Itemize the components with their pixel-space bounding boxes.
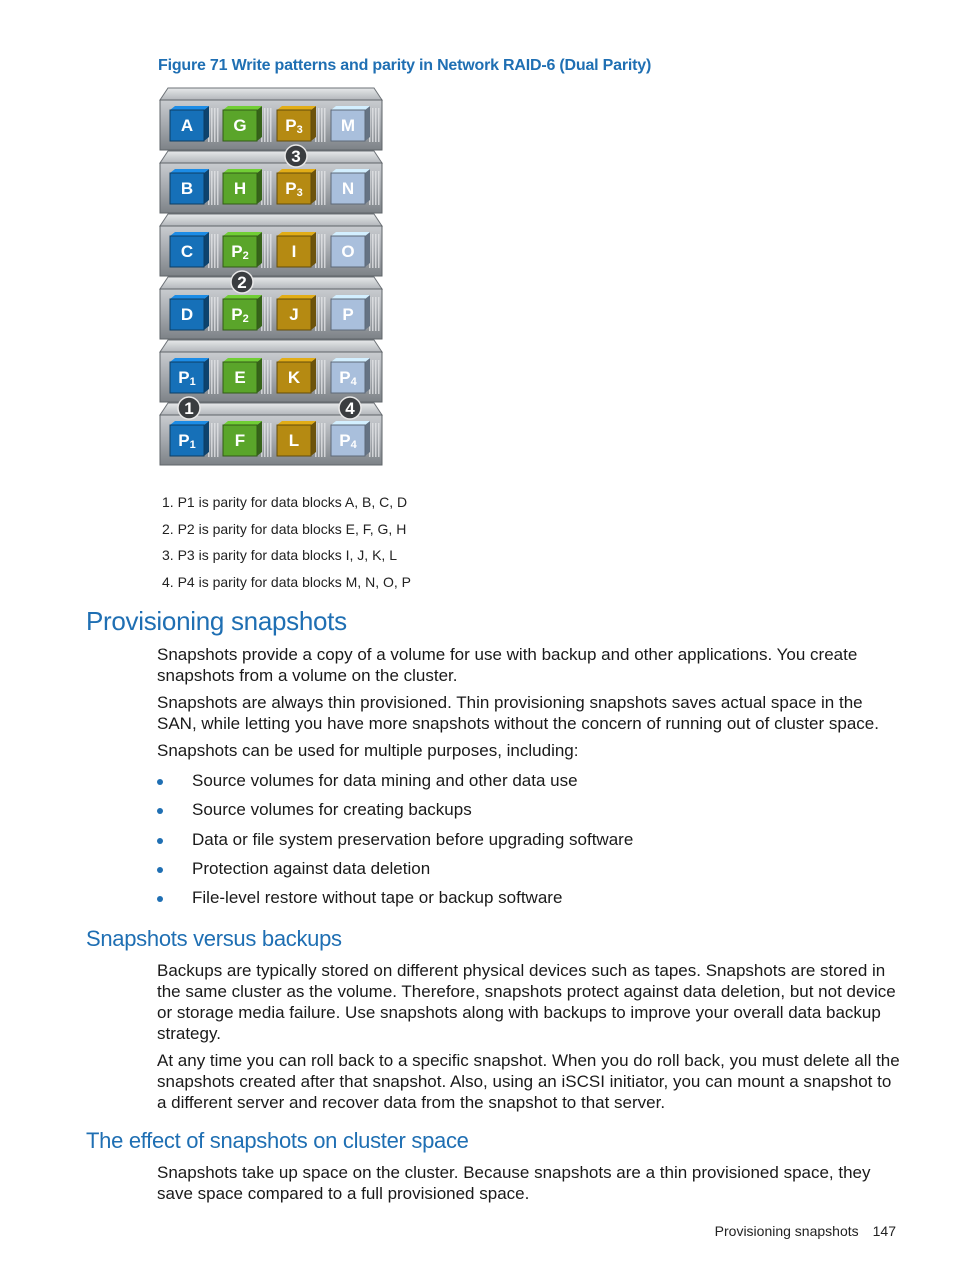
vent-slot xyxy=(217,171,219,205)
block-label: F xyxy=(234,431,246,450)
vent-slot xyxy=(321,234,323,268)
storage-node xyxy=(160,151,382,213)
data-block xyxy=(170,232,209,267)
vent-slot xyxy=(264,234,266,268)
storage-node xyxy=(160,88,382,150)
data-block xyxy=(170,106,209,141)
figure-legend xyxy=(162,492,411,598)
vent-slot xyxy=(211,297,213,331)
block-label: A xyxy=(180,116,194,135)
block-label-subscript: 1 xyxy=(189,439,196,451)
block-label: N xyxy=(341,179,355,198)
vent-slot xyxy=(321,297,323,331)
block-label-subscript: 3 xyxy=(296,124,303,136)
vent-slot xyxy=(211,171,213,205)
vent-slot xyxy=(264,171,266,205)
data-block xyxy=(170,358,209,393)
list-item xyxy=(157,858,633,887)
block-top xyxy=(170,232,209,236)
data-block xyxy=(331,295,370,330)
bullet-icon xyxy=(157,808,163,814)
block-side xyxy=(204,295,209,330)
vent-slot xyxy=(372,423,374,457)
block-label: D xyxy=(180,305,194,324)
data-block xyxy=(170,169,209,204)
block-side xyxy=(365,232,370,267)
purpose-list xyxy=(157,770,633,916)
vent-slot xyxy=(324,360,326,394)
vent-slot xyxy=(321,423,323,457)
block-top xyxy=(223,106,262,110)
block-label: P3 xyxy=(285,179,303,199)
vent-slot xyxy=(217,234,219,268)
block-label-subscript: 4 xyxy=(350,439,357,451)
vent-slot xyxy=(214,360,216,394)
vent-slot xyxy=(378,108,380,142)
block-side xyxy=(365,106,370,141)
vent-slot xyxy=(375,423,377,457)
block-label: P4 xyxy=(339,431,357,451)
vent-slot xyxy=(211,360,213,394)
node-lid xyxy=(160,214,382,226)
vent-slot xyxy=(375,171,377,205)
bullet-icon xyxy=(157,896,163,902)
list-item xyxy=(157,887,633,916)
block-side xyxy=(311,232,316,267)
block-side xyxy=(311,295,316,330)
block-label: P1 xyxy=(178,431,196,451)
vent-slot xyxy=(270,423,272,457)
block-side xyxy=(257,295,262,330)
vent-slot xyxy=(267,171,269,205)
block-label: P4 xyxy=(339,368,357,388)
page-footer xyxy=(715,1223,896,1239)
vent-slot xyxy=(264,423,266,457)
block-label: G xyxy=(233,116,247,135)
block-label: O xyxy=(341,242,355,261)
vent-slot xyxy=(267,234,269,268)
vent-slot xyxy=(372,171,374,205)
block-top xyxy=(223,421,262,425)
bullet-icon xyxy=(157,867,163,873)
block-label: L xyxy=(288,431,300,450)
vent-slot xyxy=(375,360,377,394)
block-top xyxy=(277,232,316,236)
vent-slot xyxy=(270,234,272,268)
vent-slot xyxy=(214,171,216,205)
block-side xyxy=(311,106,316,141)
block-label: K xyxy=(287,368,301,387)
vent-slot xyxy=(267,360,269,394)
data-block xyxy=(277,169,316,204)
paragraph: At any time you can roll back to a specific snapshot. When you do roll back, you must delete all the snapshots created after that snapshot. Also, using an iSCSI initiator, you can mount a snapshot to a different server and recover data from the snapshot to that server. xyxy=(157,1051,900,1112)
block-top xyxy=(223,169,262,173)
vent-slot xyxy=(264,360,266,394)
block-top xyxy=(277,169,316,173)
bullet-icon xyxy=(157,779,163,785)
data-block xyxy=(277,358,316,393)
data-block xyxy=(223,358,262,393)
list-item xyxy=(157,829,633,858)
legend-item: 1. P1 is parity for data blocks A, B, C, D xyxy=(162,494,408,510)
vent-slot xyxy=(324,297,326,331)
vent-slot xyxy=(321,360,323,394)
data-block xyxy=(170,295,209,330)
vent-slot xyxy=(214,297,216,331)
vent-slot xyxy=(270,108,272,142)
vent-slot xyxy=(270,297,272,331)
block-top xyxy=(331,358,370,362)
step-marker xyxy=(285,145,307,167)
paragraph: Backups are typically stored on different physical devices such as tapes. Snapshots are stored in the same cluster as the volume. Therefore, snapshots protect against data deletion, but not device or storage media failure. Use snapshots along with backups to improve your overall data backup strategy. xyxy=(157,961,896,1043)
legend-item: 3. P3 is parity for data blocks I, J, K, L xyxy=(162,547,397,563)
block-label: B xyxy=(180,179,194,198)
block-side xyxy=(365,169,370,204)
vent-slot xyxy=(318,297,320,331)
block-label: P2 xyxy=(231,305,249,325)
vent-slot xyxy=(375,234,377,268)
vent-slot xyxy=(324,423,326,457)
block-label: P3 xyxy=(285,116,303,136)
paragraph: Snapshots can be used for multiple purposes, including: xyxy=(157,741,579,760)
data-block xyxy=(277,295,316,330)
node-lid xyxy=(160,151,382,163)
vent-slot xyxy=(318,108,320,142)
vent-slot xyxy=(214,423,216,457)
vent-slot xyxy=(270,171,272,205)
raid6-diagram xyxy=(150,86,390,471)
data-block xyxy=(170,421,209,456)
vent-slot xyxy=(378,360,380,394)
vent-slot xyxy=(378,234,380,268)
block-side xyxy=(311,169,316,204)
data-block xyxy=(331,169,370,204)
block-label: E xyxy=(234,368,246,387)
vent-slot xyxy=(372,360,374,394)
data-block xyxy=(223,232,262,267)
vent-slot xyxy=(267,297,269,331)
data-block xyxy=(223,421,262,456)
legend-item: 2. P2 is parity for data blocks E, F, G, H xyxy=(162,520,407,537)
vent-slot xyxy=(324,171,326,205)
data-block xyxy=(223,106,262,141)
block-top xyxy=(170,295,209,299)
marker-label: 4 xyxy=(345,399,355,418)
step-marker xyxy=(231,271,253,293)
block-label: H xyxy=(233,179,247,198)
vent-slot xyxy=(318,171,320,205)
block-side xyxy=(311,358,316,393)
block-top xyxy=(170,421,209,425)
storage-node xyxy=(160,214,382,276)
block-top xyxy=(331,169,370,173)
vent-slot xyxy=(211,108,213,142)
block-side xyxy=(365,421,370,456)
marker-label: 1 xyxy=(184,399,194,418)
block-side xyxy=(257,169,262,204)
block-top xyxy=(223,358,262,362)
block-top xyxy=(223,295,262,299)
vent-slot xyxy=(318,360,320,394)
block-top xyxy=(277,421,316,425)
page-number: 147 xyxy=(872,1223,896,1239)
block-side xyxy=(365,295,370,330)
figure-caption: Figure 71 Write patterns and parity in Network RAID-6 (Dual Parity) xyxy=(158,57,652,74)
list-item xyxy=(157,799,633,828)
vent-slot xyxy=(264,297,266,331)
block-top xyxy=(223,232,262,236)
data-block xyxy=(331,232,370,267)
step-marker xyxy=(339,397,361,419)
data-block xyxy=(331,421,370,456)
vent-slot xyxy=(270,360,272,394)
list-item-text: Source volumes for data mining and other data use xyxy=(192,771,578,790)
block-label: I xyxy=(291,242,297,261)
block-top xyxy=(331,421,370,425)
block-label-subscript: 2 xyxy=(242,250,249,262)
block-side xyxy=(204,421,209,456)
block-side xyxy=(257,106,262,141)
block-top xyxy=(277,358,316,362)
list-item-text: Source volumes for creating backups xyxy=(192,800,472,820)
paragraph: Snapshots take up space on the cluster. Because snapshots are a thin provisioned space, they save space compared to a full provisioned space. xyxy=(157,1163,871,1203)
vent-slot xyxy=(267,108,269,142)
heading-snapshots-versus-backups: Snapshots versus backups xyxy=(86,926,342,951)
step-marker xyxy=(178,397,200,419)
node-lid xyxy=(160,340,382,352)
vent-slot xyxy=(378,171,380,205)
block-top xyxy=(331,295,370,299)
data-block xyxy=(277,106,316,141)
list-item-text: Data or file system preservation before upgrading software xyxy=(192,829,634,849)
vent-slot xyxy=(324,234,326,268)
vent-slot xyxy=(217,297,219,331)
block-top xyxy=(277,295,316,299)
list-item-text: File-level restore without tape or backup software xyxy=(192,888,563,908)
vent-slot xyxy=(217,360,219,394)
vent-slot xyxy=(321,171,323,205)
block-side xyxy=(204,232,209,267)
block-side xyxy=(257,232,262,267)
block-top xyxy=(170,358,209,362)
block-side xyxy=(257,421,262,456)
data-block xyxy=(223,169,262,204)
vent-slot xyxy=(375,108,377,142)
block-label: P xyxy=(342,305,354,324)
vent-slot xyxy=(214,108,216,142)
block-label: J xyxy=(289,305,299,324)
data-block xyxy=(331,358,370,393)
vent-slot xyxy=(375,297,377,331)
vent-slot xyxy=(217,108,219,142)
heading-effect-cluster-space: The effect of snapshots on cluster space xyxy=(86,1128,469,1153)
block-label: P2 xyxy=(231,242,249,262)
heading-provisioning-snapshots: Provisioning snapshots xyxy=(86,606,347,636)
block-side xyxy=(204,169,209,204)
vent-slot xyxy=(318,234,320,268)
data-block xyxy=(277,421,316,456)
vent-slot xyxy=(318,423,320,457)
data-block xyxy=(331,106,370,141)
vent-slot xyxy=(217,423,219,457)
block-label: M xyxy=(340,116,356,135)
block-label-subscript: 4 xyxy=(350,376,357,388)
legend-item: 4. P4 is parity for data blocks M, N, O, P xyxy=(162,573,411,590)
block-label: C xyxy=(180,242,194,261)
block-label: P1 xyxy=(178,368,196,388)
vent-slot xyxy=(211,234,213,268)
block-label-subscript: 1 xyxy=(189,376,196,388)
block-side xyxy=(204,358,209,393)
storage-node xyxy=(160,340,382,402)
bullet-icon xyxy=(157,838,163,844)
vent-slot xyxy=(264,108,266,142)
storage-node xyxy=(160,277,382,339)
list-item-text: Protection against data deletion xyxy=(192,858,431,878)
block-top xyxy=(331,106,370,110)
block-label-subscript: 2 xyxy=(242,313,249,325)
paragraph: Snapshots are always thin provisioned. Thin provisioning snapshots saves actual space in the SAN, while letting you have more snapshots without the concern of running out of cluster space. xyxy=(157,693,879,733)
vent-slot xyxy=(378,423,380,457)
paragraph: Snapshots provide a copy of a volume for use with backup and other applications. You create snapshots from a volume on the cluster. xyxy=(157,645,858,685)
vent-slot xyxy=(324,108,326,142)
block-top xyxy=(170,169,209,173)
marker-label: 3 xyxy=(291,147,301,166)
vent-slot xyxy=(372,234,374,268)
block-top xyxy=(277,106,316,110)
footer-section-title: Provisioning snapshots xyxy=(714,1223,859,1239)
node-lid xyxy=(160,277,382,289)
data-block xyxy=(223,295,262,330)
block-side xyxy=(311,421,316,456)
block-side xyxy=(257,358,262,393)
vent-slot xyxy=(372,297,374,331)
vent-slot xyxy=(321,108,323,142)
block-side xyxy=(365,358,370,393)
node-lid xyxy=(160,88,382,100)
data-block xyxy=(277,232,316,267)
vent-slot xyxy=(372,108,374,142)
vent-slot xyxy=(267,423,269,457)
vent-slot xyxy=(211,423,213,457)
block-top xyxy=(331,232,370,236)
marker-label: 2 xyxy=(237,273,247,292)
block-label-subscript: 3 xyxy=(296,187,303,199)
block-top xyxy=(170,106,209,110)
list-item xyxy=(157,770,633,799)
vent-slot xyxy=(378,297,380,331)
block-side xyxy=(204,106,209,141)
vent-slot xyxy=(214,234,216,268)
